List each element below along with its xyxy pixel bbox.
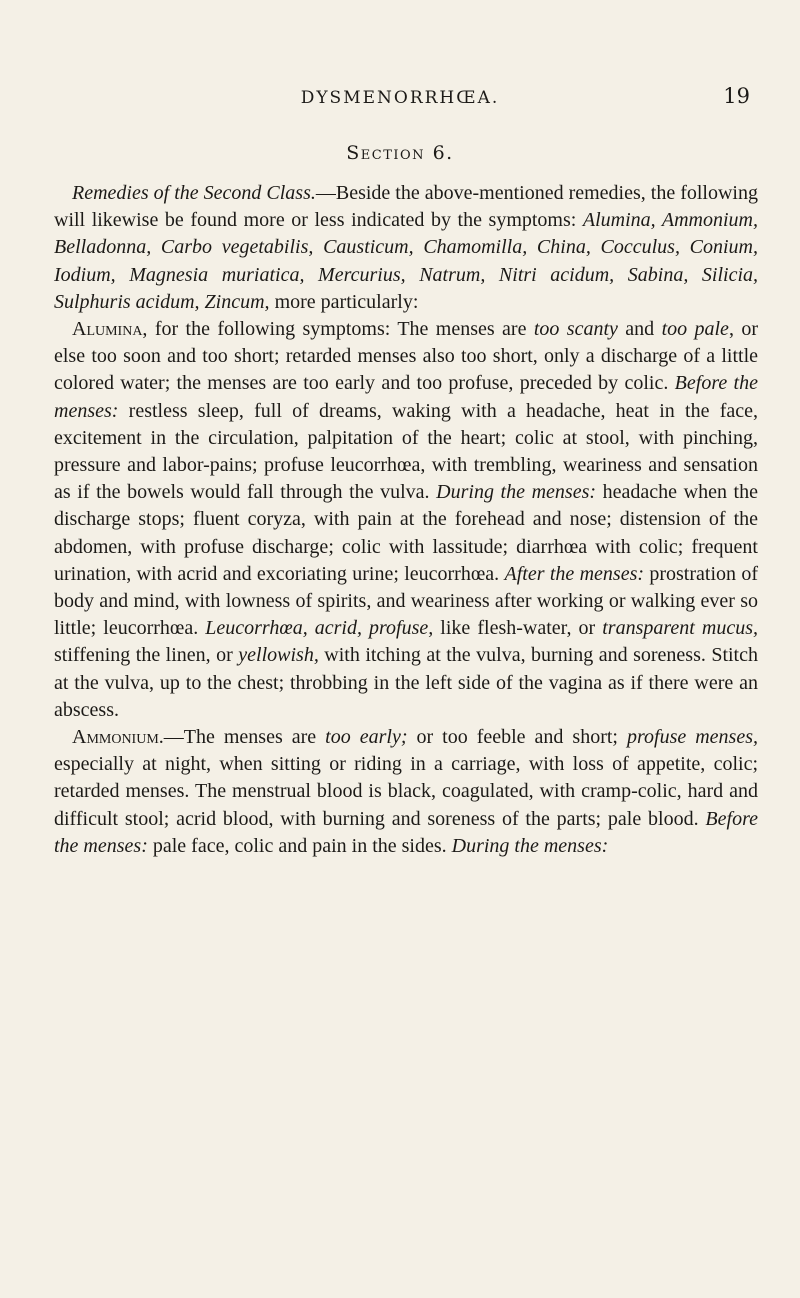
text-run: or too feeble and short; [407, 726, 627, 749]
body-text [54, 180, 758, 860]
page-number: 19 [723, 84, 750, 108]
italic-text: Before the menses: [54, 372, 758, 422]
italic-text: Remedies of the Second Class. [72, 182, 316, 204]
text-run: , or else too soon and too short; retarded menses also too short, only a discharge of a little colored water; the menses are too early and too profuse, preceded by colic. [54, 318, 758, 395]
text-run: stiffening the linen, or [54, 644, 239, 667]
paragraph [54, 180, 758, 316]
italic-text: yellowish, [238, 644, 319, 667]
text-run: more particularly: [269, 290, 419, 313]
text-run: with itching at the vulva, burning and soreness. Stitch at the vulva, up to the chest; throbbing in the left side of the vagina as if there were an abscess. [54, 644, 758, 721]
italic-text: too scanty [533, 318, 618, 341]
text-run: headache when the discharge stops; fluent coryza, with pain at the forehead and nose; distension of the abdomen, with profuse discharge; colic with lassitude; diarrhœa with colic; frequent urination, with acrid and excoriating urine; leucorrhœa. [54, 481, 758, 585]
text-run: pale face, colic and pain in the sides. [147, 834, 452, 857]
text-run: like flesh-water, or [433, 617, 603, 640]
text-run: for the following symptoms: The menses are [147, 318, 534, 341]
section-heading: Section 6. [346, 142, 454, 164]
italic-text: During the menses: [451, 834, 609, 857]
text-run: restless sleep, full of dreams, waking with a headache, heat in the face, excitement in the circulation, palpitation of the heart; colic at stool, with pinching, pressure and labor-pains; profuse leucorrhœa, with trembling, weariness and sensation as if the bowels would fall through the vulva. [54, 399, 758, 504]
paragraph [54, 316, 758, 724]
text-run: and [617, 318, 662, 341]
italic-text: Before the menses: [54, 807, 758, 857]
paragraph [54, 724, 758, 860]
italic-text: After the menses: [504, 562, 645, 585]
italic-text: profuse menses, [626, 726, 759, 749]
italic-text: transparent mucus, [602, 617, 758, 640]
italic-text: too early; [325, 726, 408, 749]
italic-text: Alumina, Ammonium, Belladonna, Carbo vegetabilis, Causticum, Chamomilla, China, Cocculus, Conium, Iodium, Magnesia muriatica, Mercurius, Natrum, Nitri acidum, Sabina, Silicia, Sulphuris acidum, Zincum, [54, 209, 758, 313]
italic-text: too pale [661, 318, 729, 341]
text-run: prostration of body and mind, with lowness of spirits, and weariness after working or walking ever so little; leucorrhœa. [54, 562, 758, 640]
italic-text: Leucorrhœa, acrid, profuse, [205, 617, 434, 640]
italic-text: During the menses: [436, 481, 597, 504]
text-run: —Beside the above-mentioned remedies, the following will likewise be found more or less indicated by the symptoms: [54, 182, 758, 232]
text-run: especially at night, when sitting or riding in a carriage, with loss of appetite, colic; retarded menses. The menstrual blood is black, coagulated, with cramp-colic, hard and difficult stool; acrid blood, with burning and soreness of the parts; pale blood. [54, 753, 758, 830]
remedy-name: Alumina, [72, 318, 148, 341]
running-title: DYSMENORRHŒA. [300, 88, 500, 108]
remedy-name: Ammonium. [72, 726, 164, 749]
text-run: —The menses are [163, 726, 326, 749]
